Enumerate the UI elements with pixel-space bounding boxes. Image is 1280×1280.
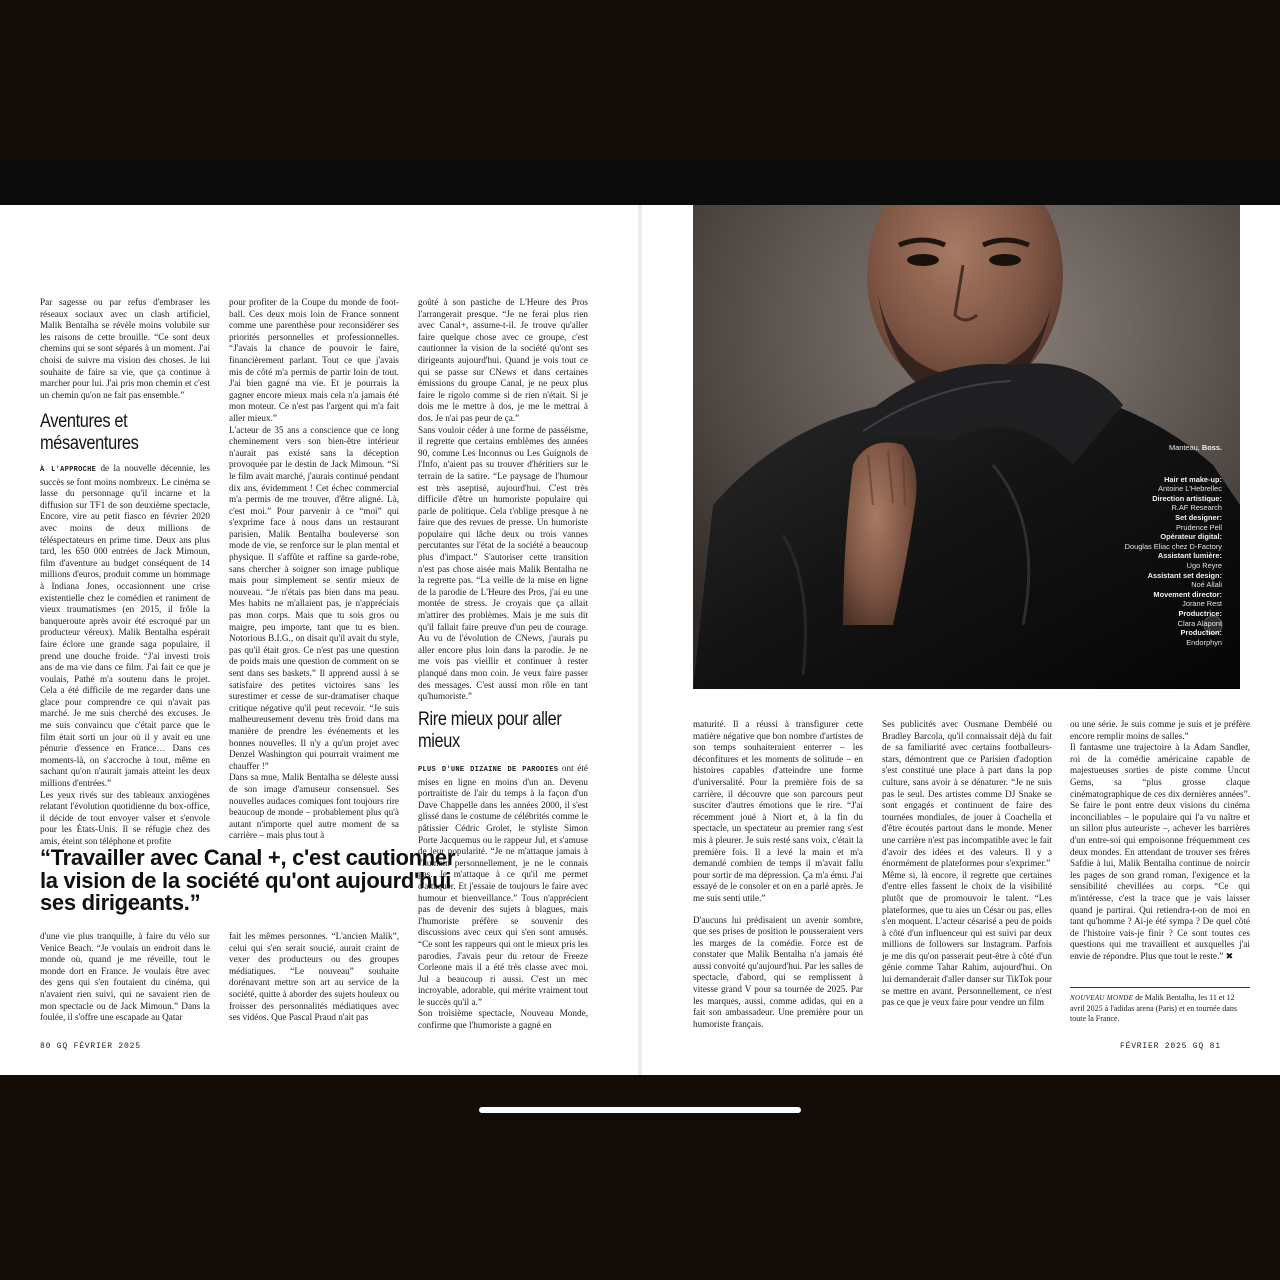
lead-in: À L'APPROCHE bbox=[40, 466, 97, 474]
credit-entry bbox=[1092, 475, 1222, 494]
paragraph bbox=[40, 463, 210, 790]
intro-paragraph: Par sagesse ou par refus d'embraser les réseaux sociaux avec un clash artificiel, Malik Bentalha se révèle moins volubile sur les raisons de cette brouille. “Ce sont deux chemins qui se sont séparés à un moment. J'ai choisi de suivre ma vision des choses. Je lui souhaite de faire sa vie, que ça continue à marcher pour lui. J'ai pris mon chemin et c'est un chemin qu'on ne fait pas ensemble.” bbox=[40, 297, 210, 400]
credit-entry bbox=[1092, 551, 1222, 570]
page-folio-right: FÉVRIER 2025 GQ 81 bbox=[1120, 1042, 1221, 1051]
credit-name: Antoine L'Hebrellec bbox=[1158, 484, 1222, 494]
paragraph: L'acteur de 35 ans a conscience que ce long cheminement vers son bien-être intérieur n'aurait pas existé sans la déception provoquée par le destin de Jack Mimoun. “Si le film avait marché, j'aurais continué pendant dix ans, évidemment ! Cet échec commercial m'a permis de me trouver, d'être aligné. Là, c'est moi.” Pour parvenir à ce “moi” qui s'exprime face à nous dans un restaurant parisien, Malik Bentalha bouleverse son mode de vie, se renforce sur le plan mental et physique. Il s'affûte et raffine sa garde-robe, sans chercher à soigner son image publique mais pour simplement se sentir mieux de nouveau. “Je n'étais pas bien dans ma peau. Mes habits ne m'allaient pas, je n'appréciais pas mon corps. Mais que tu sois gros ou maigre, peu importe, tant que tu es bien. Notorious B.I.G., on disait qu'il avait du style, pas qu'il était gros. Ce n'est pas une question de poids mais une question de comment on se sent dans ses baskets.” Il apprend aussi à se satisfaire des petites victoires sans les surestimer et cesse de sur-dramatiser chaque critique négative qu'il peut recevoir. “Je suis malheureusement devenu très froid dans ma manière de prendre les événements et les bonnes nouvelles. Il n'y a qu'un projet avec Denzel Washington qui pourrait vraiment me chauffer !” bbox=[229, 424, 399, 771]
credit-role: Opérateur digital: bbox=[1160, 532, 1222, 542]
portrait-photo bbox=[693, 205, 1240, 689]
left-col3-upper bbox=[418, 297, 588, 703]
top-bezel bbox=[0, 0, 1280, 160]
paragraph: d'une vie plus tranquille, à faire du vélo sur Venice Beach. “Je voulais un endroit dans le monde où, quand je me réveille, tout le monde dort en France. Je voulais être avec des gens qui s'en foutaient du cinéma, qui n'avaient rien suivi, qui ne savaient rien de mon spectacle ou de Jack Mimoun.” Dans la foulée, il s'offre une escapade au Qatar bbox=[40, 931, 210, 1023]
credit-entry bbox=[1092, 532, 1222, 551]
credit-name: Clara Alapont bbox=[1177, 618, 1222, 628]
right-page bbox=[640, 205, 1280, 1075]
credit-entry bbox=[1092, 609, 1222, 628]
bottom-bezel bbox=[0, 1075, 1280, 1280]
right-col1 bbox=[693, 719, 863, 1030]
show-details: de Malik Bentalha, les 11 et 12 avril 2025 à l'adidas arena (Paris) et en tournée dans toute la France. bbox=[1070, 993, 1237, 1023]
credit-name: Endorphyn bbox=[1186, 637, 1222, 647]
left-col1-lower bbox=[40, 931, 210, 1024]
paragraph: Il fantasme une trajectoire à la Adam Sandler, roi de la comédie américaine capable de majestueuses sorties de piste comme Uncut Gems, sa “plus grosse claque cinématographique de ces dix dernières années”. Se faire le pont entre deux visions du cinéma inconciliables – le populaire qui l'a vu naître et un sillon plus auteuriste –, achever les barrières d'un entre-soi qui empoisonne fréquemment ces deux mondes. En attendant de trouver ses frères Safdie à lui, Malik Bentalha continue de noircir les pages de son grand roman, l'exigence et la sensibilité chevillées au corps. “Ce qui m'intéresse, c'est la trace que je vais laisser quand je partirai. Qui retiendra-t-on de moi en tant qu'homme ? Ai-je été sympa ? De quel côté de l'histoire vais-je finir ? Ce sont toutes ces questions qui me travaillent et auxquelles j'ai envie de répondre. Plus que tout le reste.” ✖ bbox=[1070, 742, 1250, 961]
photo-credits bbox=[1092, 443, 1222, 647]
paragraph: Même si, là encore, il regrette que certaines d'entre elles fassent le choix de la visibilité plutôt que de promouvoir le talent. “Les plateformes, que tu aies un César ou pas, elles s'en moquent. L'acteur césarisé a peu de poids à côté d'un influenceur qui est suivi par deux millions de followers sur Instagram. Parfois je me dis qu'on passerait peut-être à côté d'un génie comme Tahar Rahim, aujourd'hui. On lui demanderait d'aller danser sur TikTok pour se mettre en avant. Personnellement, ce n'est pas ce que je veux faire pour vendre un film bbox=[882, 869, 1052, 1008]
left-col2-upper bbox=[229, 297, 399, 842]
paragraph: fait les mêmes personnes. “L'ancien Malik”, celui qui s'en serait soucié, aurait craint de vexer des producteurs ou des groupes médiatiques. “Le nouveau” souhaite dorénavant mettre son art au service de la société, quitte à aborder des sujets houleux ou froisser des personnalités médiatiques avec ses vidéos. Que Pascal Praud n'ait pas bbox=[229, 931, 399, 1023]
credit-role: Hair et make-up: bbox=[1164, 474, 1222, 484]
paragraph: D'aucuns lui prédisaient un avenir sombre, que ses prises de position le pousseraient vers les marges de la comédie. Force est de constater que Malik Bentalha n'a jamais été aussi convoité qu'aujourd'hui. Par les salles de spectacle, d'abord, qui se remplissent à vitesse grand V pour sa tournée de 2025. Par les marques, aussi, comme adidas, qui en a fait son ambassadeur. Une première pour un humoriste français. bbox=[693, 914, 863, 1029]
credit-entry bbox=[1092, 571, 1222, 590]
paragraph-text: ont été mises en ligne en moins d'un an. Devenu portraitiste de l'air du temps à la façon d'un Dave Chappelle dans les années 2000, il s'est glissé dans le costume de célébrités comme le pâtissier Cédric Grolet, le styliste Simon Porte Jacquemus ou le rappeur Jul, et s'amuse de leur popularité. “Je ne m'attaque jamais à l'humain personnellement, je ne le connais pas. Je m'attaque à ce qu'il me permet d'attaquer. Et j'essaie de toujours le faire avec humour et bienveillance.” Tous n'apprécient pas de devenir des sujets à blagues, mais l'humoriste préfère se souvenir des discussions avec ceux qui s'en sont amusés. “Ce sont les rappeurs qui ont le mieux pris les parodies. J'avais peur du retour de Freeze Corleone mais il a été très classe avec moi. Jul a beaucoup ri aussi. C'est un mec incroyable, adorable, qui mérite vraiment tout le succès qu'il a.” bbox=[418, 763, 588, 1007]
credit-entry bbox=[1092, 513, 1222, 532]
home-indicator[interactable] bbox=[479, 1107, 801, 1113]
paragraph: ou une série. Je suis comme je suis et je préfère encore remplir moins de salles.” bbox=[1070, 719, 1250, 741]
magazine-spread[interactable] bbox=[0, 205, 1280, 1075]
credit-name: Prudence Pell bbox=[1175, 522, 1222, 532]
left-col2-lower bbox=[229, 931, 399, 1024]
credit-entry bbox=[1092, 628, 1222, 647]
page-folio-left: 80 GQ FÉVRIER 2025 bbox=[40, 1042, 141, 1051]
info-rule bbox=[1070, 987, 1250, 988]
paragraph: Ses publicités avec Ousmane Dembélé ou Bradley Barcola, qu'il connaissait déjà du fait de sa familiarité avec certains footballeurs-stars, démontrent que ce Parisien d'adoption s'est constitué une place à part dans la pop culture, sans avoir à se dénaturer. “Je ne suis pas le seul. Des artistes comme DJ Snake se sont engagés et continuent de faire des tournées mondiales, de jouer à Coachella et d'être écoutés partout dans le monde. Mener une carrière n'est pas incompatible avec le fait d'avoir des idées et des valeurs. Il y a énormément de plateformes pour s'exprimer.” bbox=[882, 719, 1052, 869]
left-col1-mid bbox=[40, 463, 210, 848]
paragraph: maturité. Il a réussi à transfigurer cette matière négative que bon nombre d'artistes de son temps souhaiteraient enterrer – les déconfitures et les moments de solitude – en histoires capables d'atteindre une forme d'universalité. Pour la première fois de sa carrière, il découvre que son parcours peut susciter d'autres émotions que le rire. “J'ai récemment joué à Niort et, à la fin du spectacle, un spectateur au premier rang s'est mis à pleurer. Je suis resté sans voix, c'était la première fois. Il a levé la main et m'a demandé combien de temps il m'avait fallu pour sortir de ma dépression. Ça m'a ému. J'ai essayé de le consoler et on en a parlé après. Je me suis senti utile.” bbox=[693, 719, 863, 903]
credit-role: Set designer: bbox=[1175, 512, 1222, 522]
garment-label: Manteau, bbox=[1168, 443, 1202, 452]
credit-entry bbox=[1092, 590, 1222, 609]
credit-role: Assistant lumière: bbox=[1157, 551, 1222, 561]
paragraph: Dans sa mue, Malik Bentalha se déleste aussi de son image d'amuseur consensuel. Ses nouvelles audaces comiques font toujours rire beaucoup de monde – probablement plus qu'à autant n'importe quel autre moment de sa carrière – mais plus tout à bbox=[229, 772, 399, 841]
credit-role: Productrice: bbox=[1178, 608, 1222, 618]
paragraph-text: de la nouvelle décennie, les succès se font moins nombreux. Le cinéma se lasse du personnage qu'il incarne et la diffusion sur TF1 de son deuxième spectacle, Encore, vire au petit fiasco en février 2020 avec moins de deux millions de téléspectateurs en prime time. Deux ans plus tard, les 650 000 entrées de Jack Mimoun, film d'aventure au budget conséquent de 14 millions d'euros, produit comme un hommage à Indiana Jones, occasionnent une crise existentielle chez le comédien et raniment de vieux traumatismes (en 2015, il frôle la banqueroute après avoir été escroqué par un producteur véreux). Malik Bentalha espérait faire éclore une grande saga populaire, il prend une douche froide. “J'ai investi trois ans de ma vie dans ce film. J'ai fait ce que je voulais, Pathé m'a soutenu dans le projet. Cela a été difficile de me regarder dans une glace pour comprendre ce qui n'avait pas marché. Je me suis cherché des excuses. Je me suis convaincu que c'était parce que le film était sorti un jour où il y avait eu une pénurie d'essence en France… Dans ces moments-là, on s'accroche à tout, même en sachant qu'on n'aurait jamais atteint les deux millions d'entrées.” bbox=[40, 463, 210, 789]
paragraph: Son troisième spectacle, Nouveau Monde, confirme que l'humoriste a gagné en bbox=[418, 1008, 588, 1031]
show-info-box bbox=[1070, 993, 1250, 1025]
credit-role: Production: bbox=[1180, 628, 1222, 638]
credit-name: Jorane Rest bbox=[1182, 599, 1222, 609]
reader-toolbar-strip bbox=[0, 160, 1280, 205]
garment-caption bbox=[1092, 443, 1222, 453]
subhead-aventures: Aventures et mésaventures bbox=[40, 411, 139, 454]
pull-quote: “Travailler avec Canal +, c'est cautionner la vision de la société qu'ont aujourd'hui ses dirigeants.” bbox=[40, 845, 456, 915]
paragraph: Sans vouloir céder à une forme de passéisme, il regrette que certains emblèmes des années 90, comme Les Inconnus ou Les Guignols de l'Info, n'aient pas su trouver d'héritiers sur le terrain de la satire. “Le paysage de l'humour est très aseptisé, aujourd'hui. C'est très difficile d'être un humoriste populaire qui parle de politique. Cela t'oblige presque à ne faire que des revues de presse. Un humoriste populaire qui lâche deux ou trois vannes percutantes sur l'état de la société a beaucoup plus d'impact.” S'autoriser cette transition n'est pas chose aisée mais Malik Bentalha ne la regrette pas. “La veille de la mise en ligne de la parodie de L'Heure des Pros, j'ai eu une montée de stress. Je croyais que ça allait m'attirer des problèmes. Mais je me suis dit qu'il fallait faire preuve d'un peu de courage. Au vu de l'évolution de CNews, j'aurais pu aller encore plus loin dans la parodie. Je ne me vois pas vieillir et continuer à rester planqué dans mon coin. Je veux faire passer des messages. C'est aussi mon rôle en tant qu'humoriste.” bbox=[418, 424, 588, 702]
lead-in: PLUS D'UNE DIZAINE DE PARODIES bbox=[418, 766, 559, 774]
credit-role: Assistant set design: bbox=[1147, 570, 1222, 580]
credit-name: Ugo Reyre bbox=[1186, 560, 1222, 570]
credit-role: Direction artistique: bbox=[1152, 493, 1222, 503]
credit-name: R.AF Research bbox=[1171, 503, 1222, 513]
show-title: NOUVEAU MONDE bbox=[1070, 994, 1134, 1002]
paragraph: Les yeux rivés sur des tableaux anxiogènes relatant l'évolution quotidienne du box-office, il décide de tout envoyer valser et s'envole pour les États-Unis. Il se réfugie chez des amis, éteint son téléphone et profite bbox=[40, 789, 210, 846]
right-col2 bbox=[882, 719, 1052, 1009]
credit-name: Douglas Eliac chez D-Factory bbox=[1124, 541, 1222, 551]
credit-name: Noé Allali bbox=[1191, 580, 1222, 590]
credit-role: Movement director: bbox=[1153, 589, 1222, 599]
garment-brand: Boss. bbox=[1201, 443, 1222, 452]
credit-entry bbox=[1092, 494, 1222, 513]
right-col3 bbox=[1070, 719, 1250, 962]
paragraph: pour profiter de la Coupe du monde de foot-ball. Ces deux mois loin de France sonnent comme une parenthèse pour reconsidérer ses priorités personnelles et professionnelles. “J'avais la chance de pouvoir le faire, financièrement parlant. Tout ce que j'avais mis de côté m'a permis de partir loin de tout. J'ai bien gagné ma vie. Et je pourrais la gagner encore mieux mais cela n'a jamais été mon moteur. Ce n'est pas l'argent qui m'a fait aller mieux.” bbox=[229, 297, 399, 423]
left-page bbox=[0, 205, 640, 1075]
paragraph: goûté à son pastiche de L'Heure des Pros l'arrangerait presque. “Je ne ferai plus rien avec Canal+, assume-t-il. Je trouve qu'aller faire quelque chose avec ce groupe, c'est cautionner la vision de la société qu'ont ses dirigeants aujourd'hui. Quand je vois tout ce qui se passe sur CNews et dans certaines émissions du groupe Canal, je ne peux plus faire le rigolo comme si de rien n'était. Si je dois me le mettre à dos, je me le mettrai à dos. Je n'ai pas peur de ça.” bbox=[418, 297, 588, 423]
left-col1-upper bbox=[40, 297, 210, 401]
subhead-rire-mieux: Rire mieux pour aller mieux bbox=[418, 709, 562, 752]
